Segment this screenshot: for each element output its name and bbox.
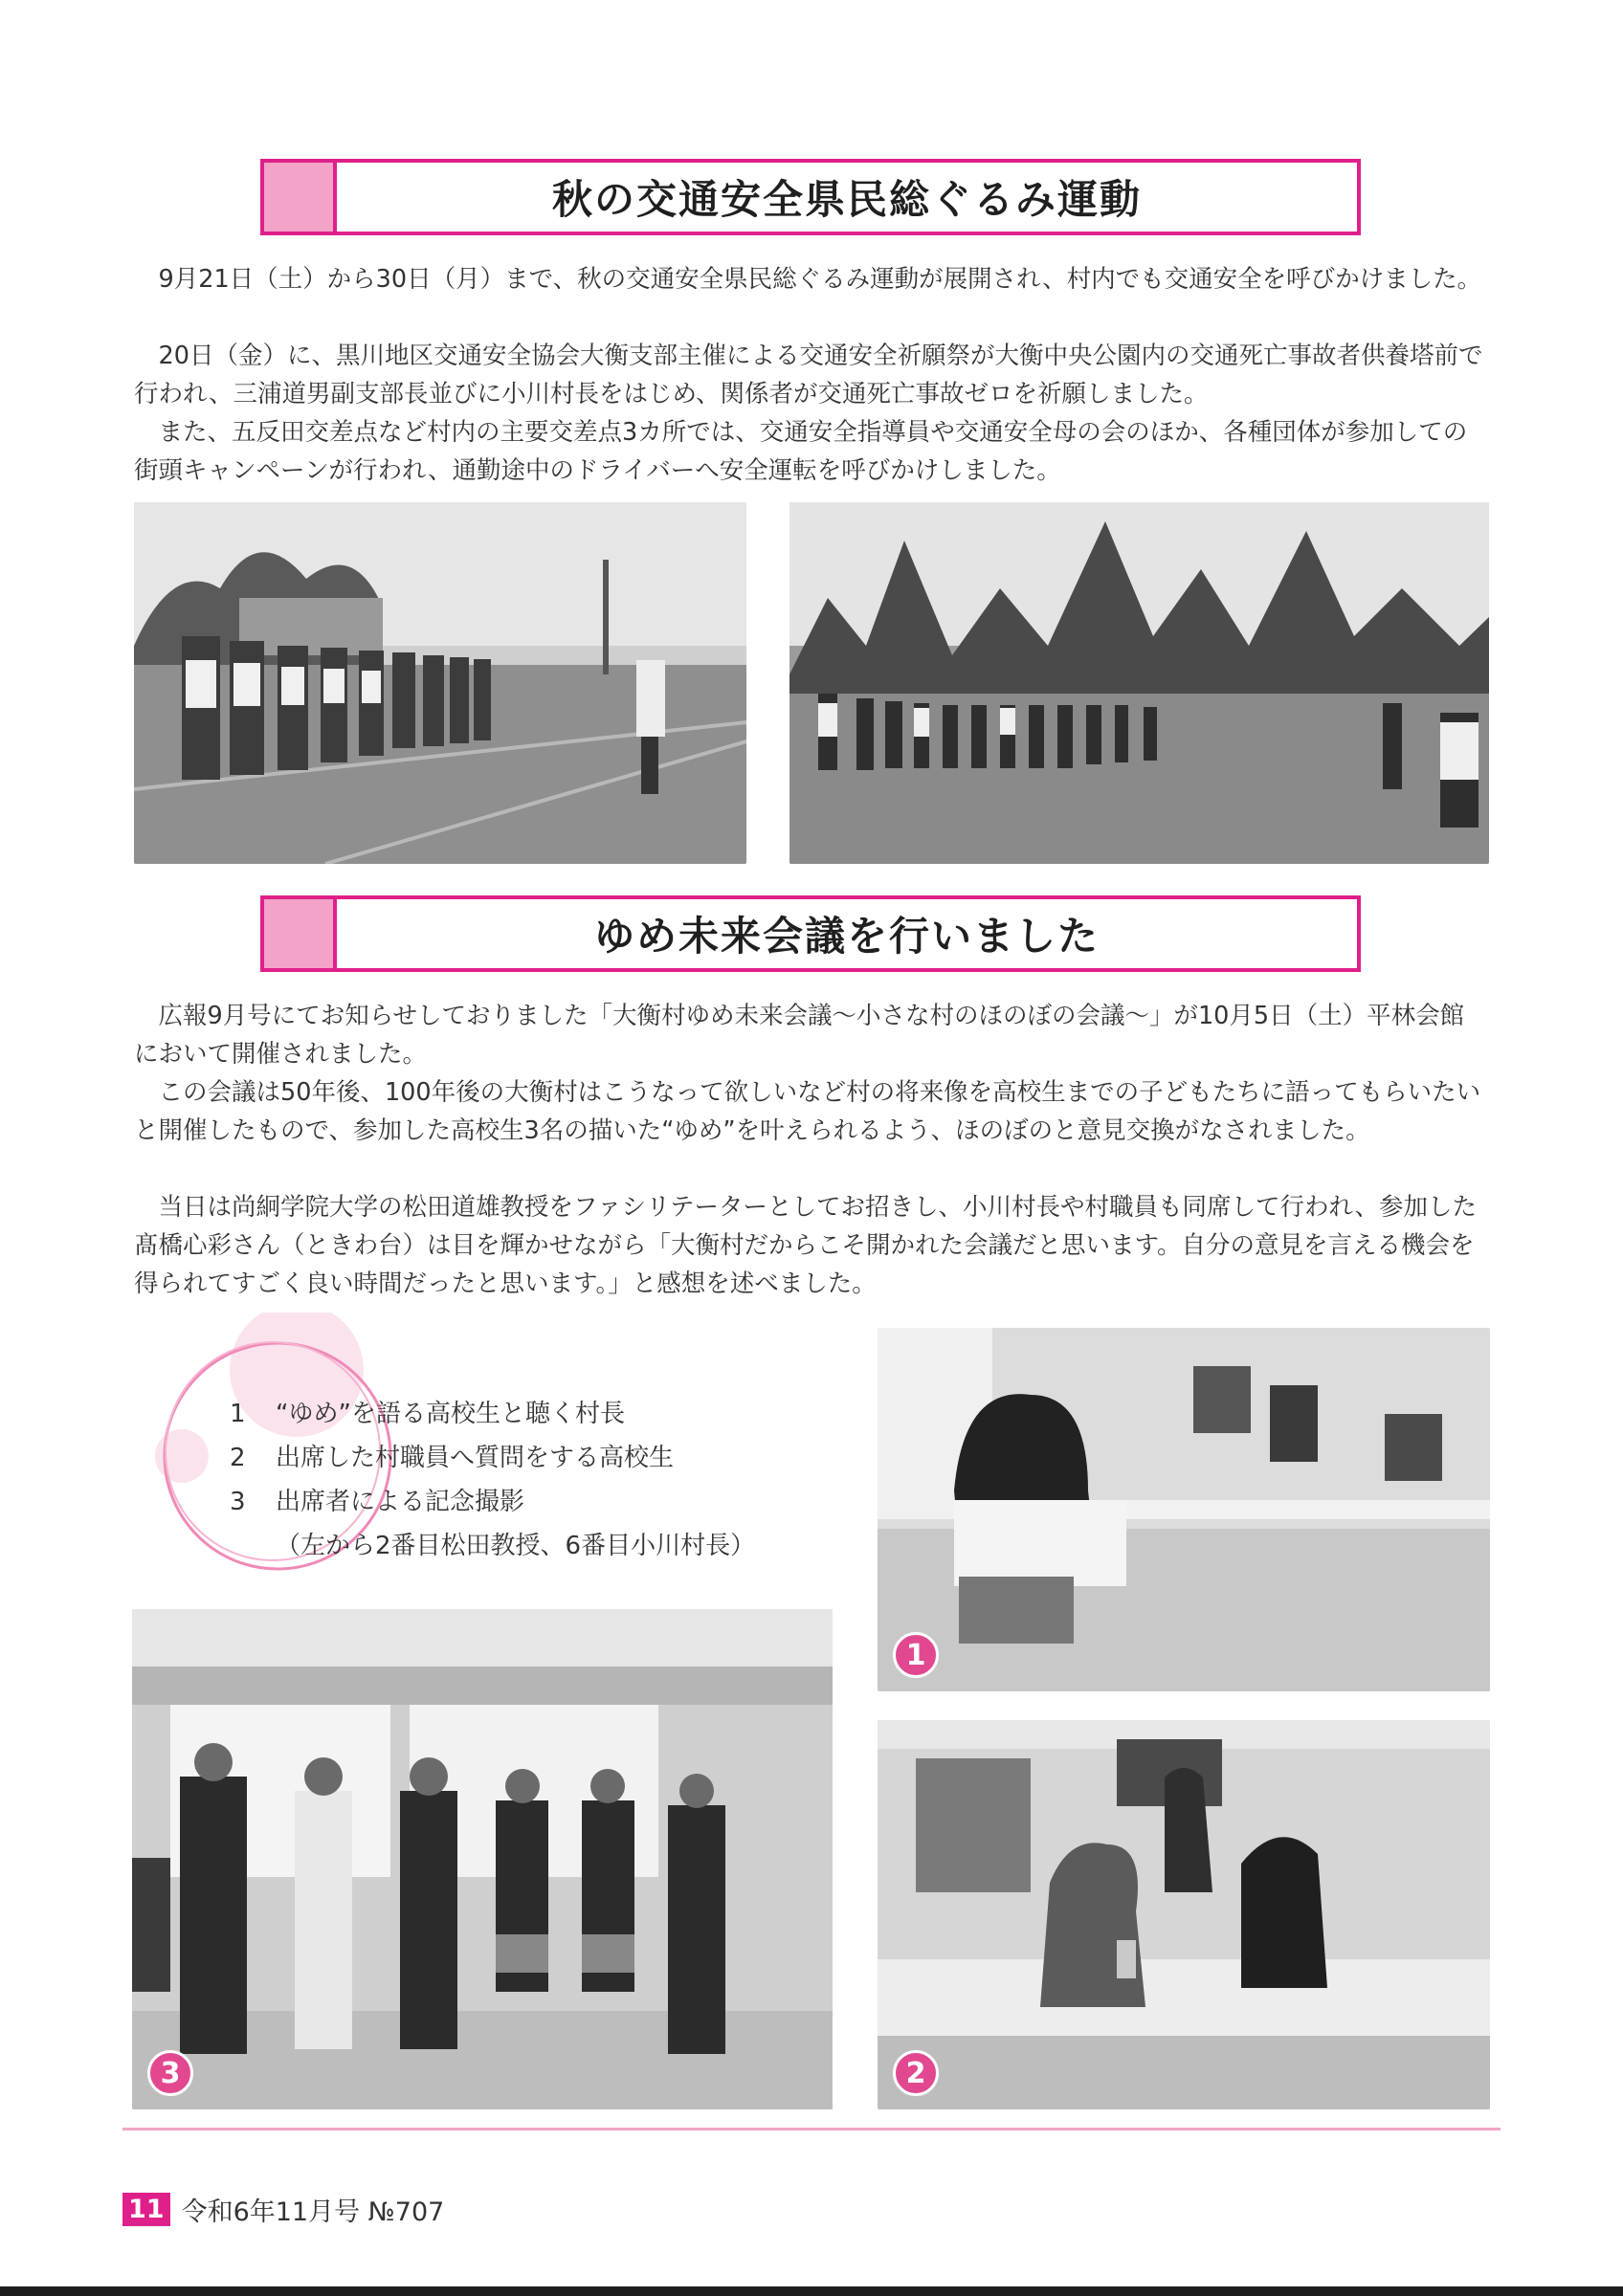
section1-paragraph-2: 20日（金）に、黒川地区交通安全協会大衡支部主催による交通安全祈願祭が大衡中央公園内の交通死亡事故者供養塔前で行われ、三浦道男副支部長並びに小川村長をはじめ、関係者が交通死亡事故ゼロを祈願しました。 (134, 342, 1483, 408)
caption-item: 2 出席した村職員へ質問をする高校生 (230, 1444, 675, 1472)
footer-divider (122, 2128, 1501, 2130)
photo-street-campaign-image (789, 502, 1489, 864)
caption-note: （左から2番目松田教授、6番目小川村長） (276, 1532, 756, 1560)
photo-safety-ceremony-image (134, 502, 746, 864)
photo-number-badge: 1 (893, 1632, 939, 1678)
bottom-edge-bar (0, 2286, 1623, 2296)
section1-paragraph-3: また、五反田交差点など村内の主要交差点3カ所では、交通安全指導員や交通安全母の会のほか、各種団体が参加しての街頭キャンペーンが行われ、通勤途中のドライバーへ安全運転を呼びかけしました。 (134, 418, 1468, 485)
photo-3-image (132, 1609, 833, 2109)
photo-caption-list (230, 1392, 755, 1568)
page-number: 11 (122, 2193, 170, 2226)
photo-safety-ceremony (134, 502, 746, 864)
photo-1-image (878, 1328, 1490, 1691)
photo-2-student-questions-staff (878, 1720, 1490, 2109)
photo-2-image (878, 1720, 1490, 2109)
section2-title: ゆめ未来会議を行いました (593, 913, 1100, 960)
section2-paragraph-2: この会議は50年後、100年後の大衡村はこうなって欲しいなど村の将来像を高校生までの子どもたちに語ってもらいたいと開催したもので、参加した高校生3名の描いた“ゆめ”を叶えられるよう、ほのぼのと意見交換がなされました。 (134, 1078, 1481, 1145)
heading-accent-chip (264, 899, 337, 968)
heading-accent-chip (264, 163, 337, 232)
caption-item: 3 出席者による記念撮影 (230, 1488, 525, 1516)
section1-paragraph-1: 9月21日（土）から30日（月）まで、秋の交通安全県民総ぐるみ運動が展開され、村内でも交通安全を呼びかけました。 (158, 265, 1482, 294)
photo-3-group-commemorative (132, 1609, 833, 2109)
issue-label: 令和6年11月号 №707 (181, 2197, 445, 2227)
section2-paragraph-3: 当日は尚絅学院大学の松田道雄教授をファシリテーターとしてお招きし、小川村長や村職員も同席して行われ、参加した髙橋心彩さん（ときわ台）は目を輝かせながら「大衡村だからこそ開かれた会議だと思います。自分の意見を言える機会を得られてすごく良い時間だったと思います。」と感想を述べました。 (134, 1193, 1478, 1298)
photo-1-students-and-mayor (878, 1328, 1490, 1691)
section2-heading (260, 895, 1361, 972)
photo-number-badge: 3 (147, 2050, 193, 2096)
section2-paragraph-1: 広報9月号にてお知らせしておりました「大衡村ゆめ未来会議〜小さな村のほのぼの会議〜」が10月5日（土）平林会館において開催されました。 (134, 1002, 1465, 1069)
photo-number-badge: 2 (893, 2050, 939, 2096)
section1-title: 秋の交通安全県民総ぐるみ運動 (551, 176, 1142, 223)
page-footer (122, 2191, 444, 2228)
section1-heading (260, 159, 1361, 235)
photo-street-campaign (789, 502, 1489, 864)
caption-item: 1 “ゆめ”を語る高校生と聴く村長 (230, 1400, 625, 1428)
